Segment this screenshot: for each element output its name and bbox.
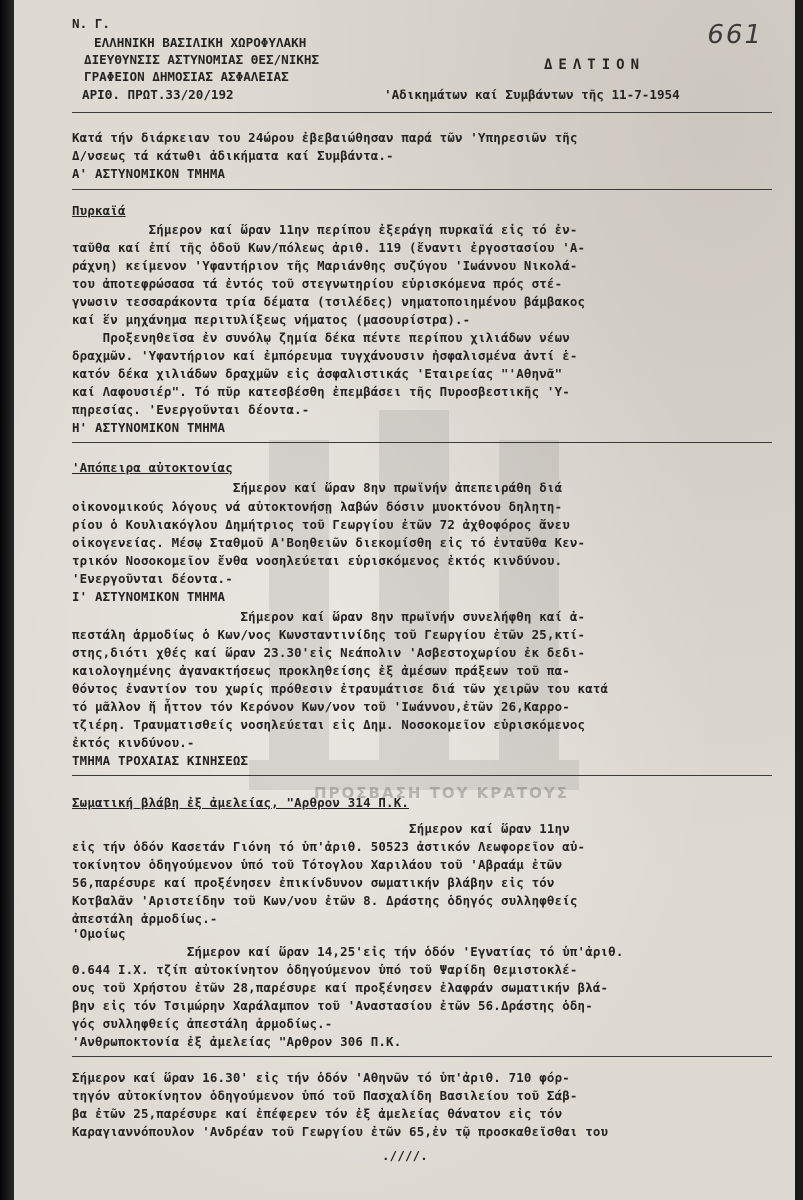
document-page (14, 0, 795, 1200)
intro-line: Κατά τήν διάρκειαν του 24ώρου ἐβεβαιώθησαν παρά τῶν 'Υπηρεσιῶν τῆς (72, 130, 578, 145)
document-subtitle: 'Αδικημάτων καί Συμβάντων τῆς 11-7-1954 (384, 87, 680, 102)
text-line: κατόν δέκα χιλιάδων δραχμῶν εἰς ἀσφαλιστικάς 'Εταιρείας "'Αθηνᾶ" (72, 366, 563, 381)
text-line: Σήμερον καί ὥραν 16.30' εἰς τήν ὁδόν 'Αθηνῶν τό ὑπ'ἀριθ. 710 φόρ- (72, 1070, 570, 1085)
department-heading: Η' ΑΣΤΥΝΟΜΙΚΟΝ ΤΜΗΜΑ (72, 420, 226, 435)
text-line: του ἀποτεφρώσασα τά ἐντός τοῦ στεγνωτηρίου εὑρισκόμενα πρός στέ- (72, 276, 563, 291)
text-line: οἰκογενείας. Μέσῳ Σταθμοῦ Α'Βοηθειῶν διεκομίσθη εἰς τό ἐνταῦθα Κεν- (72, 535, 586, 550)
text-line: καί ἕν μηχάνημα περιτυλίξεως νήματος (μασουρίστρα).- (72, 312, 471, 327)
text-line: ταῦθα καί ἐπί τῆς ὁδοῦ Κων/πόλεως ἀριθ. 119 (ἔναντι ἐργοστασίου 'Α- (72, 240, 586, 255)
text-line: Σήμερον καί ὥραν 11ην περίπου ἐξεράγη πυρκαϊά εἰς τό ἐν- (72, 222, 578, 237)
text-line: οἰκονομικούς λόγους νά αὐτοκτονήσῃ λαβών δόσιν μυοκτόνου δηλητη- (72, 499, 563, 514)
text-line: ρίου ὁ Κουλιακόγλου Δημήτριος τοῦ Γεωργίου ἐτῶν 72 ἀχθοφόρος ἄνευ (72, 517, 570, 532)
continuation-mark: .////. (382, 1148, 428, 1163)
section-rule (72, 1056, 772, 1057)
section-heading: Σωματική βλάβη ἐξ ἀμελείας, "Αρθρον 314 Π.Κ. (72, 795, 410, 810)
intro-line: Α' ΑΣΤΥΝΟΜΙΚΟΝ ΤΜΗΜΑ (72, 166, 226, 181)
text-line: τοκίνητον ὁδηγούμενον ὑπό τοῦ Τότογλου Χαριλάου τοῦ 'Αβραάμ ἐτῶν (72, 857, 563, 872)
text-line: 'Ενεργοῦνται δέοντα.- (72, 571, 233, 586)
text-line: τηγόν αὐτοκίνητον ὁδηγούμενον ὑπό τοῦ Πασχαλίδη Βασιλείου τοῦ Σάβ- (72, 1088, 578, 1103)
department-heading: Ι' ΑΣΤΥΝΟΜΙΚΟΝ ΤΜΗΜΑ (72, 589, 226, 604)
text-line: καιολογημένης ἀγανακτήσεως προκληθείσης ἐξ ἀμέσων πράξεων τοῦ πα- (72, 663, 570, 678)
text-line: στης,διότι χθές καί ὥραν 23.30'εἰς Νεάπολιν 'Ασβεστοχωρίου ἐκ δεδι- (72, 645, 586, 660)
text-line: ἐκτός κινδύνου.- (72, 735, 195, 750)
text-line: τρικόν Νοσοκομεῖον ἔνθα νοσηλεύεται εὑρισκόμενος ἐκτός κινδύνου. (72, 553, 563, 568)
text-line: θόντος ἐναντίον του χωρίς πρόθεσιν ἐτραυμάτισε διά τῶν χειρῶν του κατά (72, 681, 609, 696)
section-rule (72, 189, 772, 190)
intro-line: Δ/νσεως τά κάτωθι ἀδικήματα καί Συμβάντα.- (72, 148, 394, 163)
header-line-5: ΑΡΙΘ. ΠΡΩΤ.33/20/192 (82, 87, 234, 102)
text-line: καί Λαφουσιέρ". Τό πῦρ κατεσβέσθη ἐπεμβάσει τῆς Πυροσβεστικῆς 'Υ- (72, 384, 570, 399)
text-line: τό μᾶλλον ἤ ἧττον τόν Κερόνον Κων/νον τοῦ 'Ιωάννου,ἐτῶν 26,Καρρο- (72, 699, 570, 714)
header-line-1: Ν. Γ. (72, 16, 110, 31)
text-line: εἰς τήν ὁδόν Κασετάν Γιόνη τό ὑπ'ἀριθ. 50523 ἀστικόν Λεωφορεῖον αὐ- (72, 839, 586, 854)
text-line: Σήμερον καί ὥραν 11ην (72, 821, 570, 836)
scan-edge-shadow (0, 0, 14, 1200)
document-title: ΔΕΛΤΙΟΝ (544, 57, 646, 73)
header-line-2: ΕΛΛΗΝΙΚΗ ΒΑΣΙΛΙΚΗ ΧΩΡΟΦΥΛΑΚΗ (94, 35, 307, 50)
text-line: δραχμῶν. 'Υφαντήριον καί ἐμπόρευμα τυγχάνουσιν ἠσφαλισμένα ἀντί ἑ- (72, 348, 578, 363)
text-line: γνωσιν τεσσαράκοντα τρία δέματα (τσιλέδες) νηματοποιημένου βάμβακος (72, 294, 586, 309)
text-line: Σήμερον καί ὥραν 8ην πρωϊνήν ἀπεπειράθη διά (72, 480, 563, 495)
text-line: ους τοῦ Χρήστου ἐτῶν 28,παρέσυρε καί προξένησεν ἐλαφράν σωματικήν βλά- (72, 980, 609, 995)
text-line: βα ἐτῶν 25,παρέσυρε καί ἐπέφερεν τόν ἐξ ἀμελείας θάνατον εἰς τόν (72, 1106, 563, 1121)
text-line: τζιέρη. Τραυματισθείς νοσηλεύεται εἰς Δημ. Νοσοκομεῖον εὑρισκόμενος (72, 717, 586, 732)
text-line: πεστάλη ἁρμοδίως ὁ Κων/νος Κωνσταντινίδης τοῦ Γεωργίου ἐτῶν 25,κτί- (72, 627, 586, 642)
watermark-text: ΠΡΟΣΒΑΣΗ ΤΟΥ ΚΡΑΤΟΥΣ (314, 784, 569, 802)
text-line: Θ.644 Ι.Χ. τζίπ αὐτοκίνητον ὁδηγούμενον ὑπό τοῦ Ψαρίδη Θεμιστοκλέ- (72, 962, 578, 977)
text-line: Σήμερον καί ὥραν 8ην πρωϊνήν συνελήφθη καί ἀ- (72, 609, 586, 624)
text-line: 56,παρέσυρε καί προξένησεν ἐπικίνδυνον σωματικήν βλάβην εἰς τόν (72, 875, 555, 890)
section-heading: 'Ανθρωποκτονία ἐξ ἀμελείας "Αρθρον 306 Π.Κ. (72, 1034, 402, 1049)
department-heading: ΤΜΗΜΑ ΤΡΟΧΑΙΑΣ ΚΙΝΗΣΕΩΣ (72, 753, 249, 768)
text-line: Προξενηθεῖσα ἐν συνόλῳ ζημία δέκα πέντε περίπου χιλιάδων νέων (72, 330, 570, 345)
text-line: γός συλληφθείς ἀπεστάλη ἁρμοδίως.- (72, 1016, 333, 1031)
text-line: Καραγιαννόπουλον 'Ανδρέαν τοῦ Γεωργίου ἐτῶν 65,ἐν τῷ προσκαθεῖσθαι του (72, 1124, 609, 1139)
text-line: πηρεσίας. 'Ενεργοῦνται δέοντα.- (72, 402, 310, 417)
header-line-3: ΔΙΕΥΘΥΝΣΙΣ ΑΣΤΥΝΟΜΙΑΣ ΘΕΣ/ΝΙΚΗΣ (84, 52, 320, 67)
text-line: ἀπεστάλη ἁρμοδίως.- (72, 911, 218, 926)
section-rule (72, 775, 772, 776)
text-line: Σήμερον καί ὥραν 14,25'εἰς τήν ὁδόν 'Εγνατίας τό ὑπ'ἀριθ. (72, 944, 624, 959)
section-rule (72, 442, 772, 443)
header-line-4: ΓΡΑΦΕΙΟΝ ΔΗΜΟΣΙΑΣ ΑΣΦΑΛΕΙΑΣ (84, 69, 289, 84)
archive-watermark-logo (249, 400, 579, 800)
section-heading: 'Απόπειρα αὐτοκτονίας (72, 460, 233, 475)
text-line: βην εἰς τόν Τσιμώρην Χαράλαμπον τοῦ 'Αναστασίου ἐτῶν 56.Δράστης ὁδη- (72, 998, 593, 1013)
section-heading: 'Ομοίως (72, 926, 126, 941)
text-line: Κοτβαλᾶν 'Αριστείδην τοῦ Κων/νου ἐτῶν 8. Δράστης ὁδηγός συλληφθείς (72, 893, 578, 908)
text-line: ράχνη) κείμενον 'Υφαντήριον τῆς Μαριάνθης συζύγου 'Ιωάννου Νικολά- (72, 258, 578, 273)
page-number: 661 (707, 20, 763, 50)
header-rule (72, 112, 772, 113)
section-heading: Πυρκαϊά (72, 203, 126, 218)
